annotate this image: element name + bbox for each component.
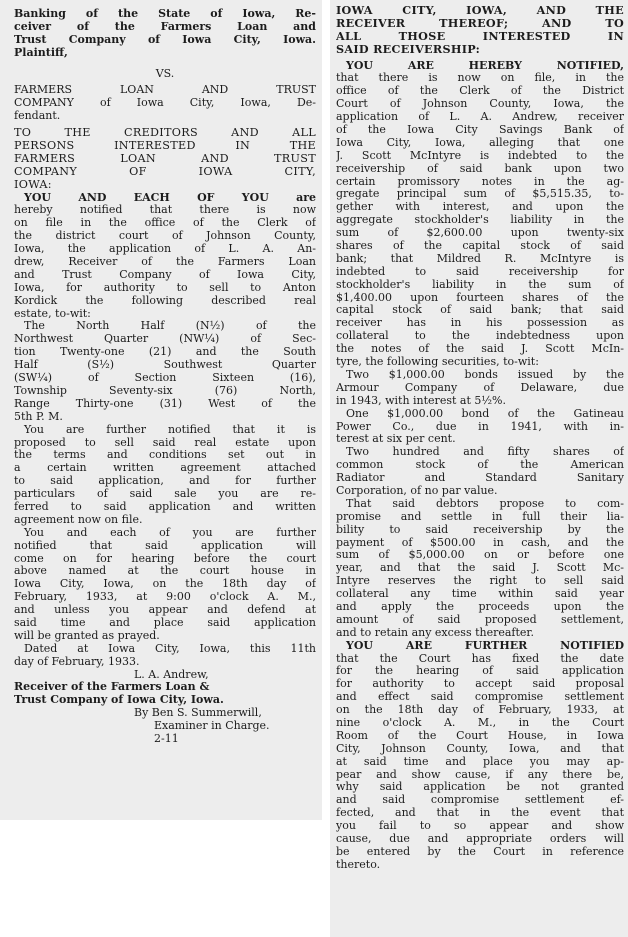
signature-line: Receiver of the Farmers Loan & — [14, 681, 210, 694]
body-line: (SW¼) of Section Sixteen (16), — [14, 372, 316, 385]
address-line: PERSONS INTERESTED IN THE — [14, 140, 316, 153]
address-line: COMPANY OF IOWA CITY, — [14, 165, 316, 178]
defendant-line: fendant. — [14, 110, 61, 123]
body-line: receiver has in his possession as — [336, 317, 624, 330]
body-line: certain promissory notes in the ag- — [336, 175, 624, 188]
body-line: cause, due and appropriate orders will — [336, 833, 624, 845]
body-line: One $1,000.00 bond of the Gatineau — [346, 407, 624, 420]
caption-line: ceiver of the Farmers Loan and — [14, 20, 316, 33]
defendant-line: COMPANY of Iowa City, Iowa, De- — [14, 97, 316, 110]
defendant-line: FARMERS LOAN AND TRUST — [14, 84, 316, 97]
caption-line: Trust Company of Iowa City, Iowa. — [14, 33, 316, 46]
body-line: amount of said proposed settlement, — [336, 613, 624, 626]
signature-line: L. A. Andrew, — [134, 668, 209, 681]
body-line: gether with interest, and upon the — [336, 201, 624, 214]
body-line: YOU AND EACH OF YOU are — [24, 191, 316, 204]
body-line: bility to said receivership by the — [336, 523, 624, 536]
signature-line: Examiner in Charge. — [154, 720, 270, 733]
body-line: Room of the Court House, in Iowa — [336, 729, 624, 742]
left-notice-clipping — [0, 0, 322, 820]
caption-line: Plaintiff, — [14, 46, 68, 59]
body-line: tyre, the following securities, to-wit: — [336, 356, 539, 369]
body-line: sum of $2,600.00 upon twenty-six — [336, 227, 624, 240]
body-line: Iowa, the application of L. A. An- — [14, 243, 316, 256]
address-line: SAID RECEIVERSHIP: — [336, 42, 481, 56]
body-line: gregate principal sum of $5,515.35, to- — [336, 188, 624, 201]
body-line: of the Iowa City Savings Bank of — [336, 124, 624, 137]
body-line: for authority to accept said proposal — [336, 678, 624, 691]
signature-line: Trust Company of Iowa City, Iowa. — [14, 694, 224, 707]
body-line: Two hundred and fifty shares of — [346, 446, 624, 459]
body-line: Two $1,000.00 bonds issued by the — [346, 368, 624, 381]
address-line: IOWA CITY, IOWA, AND THE — [336, 4, 624, 17]
body-line: agreement now on file. — [14, 513, 143, 526]
body-line: YOU ARE FURTHER NOTIFIED — [346, 639, 624, 652]
body-line: common stock of the American — [336, 459, 624, 472]
body-line: estate, to-wit: — [14, 307, 91, 320]
defendant-block — [14, 84, 316, 123]
body-line: You are further notified that it is — [24, 423, 316, 436]
body-line: and unless you appear and defend at — [14, 604, 316, 617]
body-line: on file in the office of the Clerk of — [14, 217, 316, 230]
body-line: a certain written agreement attached — [14, 462, 316, 475]
body-line: and effect said compromise settlement — [336, 691, 624, 704]
body-line: the district court of Johnson County, — [14, 230, 316, 243]
body-line: the notes of the said J. Scott McIn- — [336, 343, 624, 356]
body-line: tion Twenty-one (21) and the South — [14, 346, 316, 359]
body-line: Iowa, for authority to sell to Anton — [14, 281, 316, 294]
body-line: the terms and conditions set out in — [14, 449, 316, 462]
address-line: RECEIVER THEREOF; AND TO — [336, 16, 624, 30]
body-line: that there is now on file, in the — [336, 72, 624, 85]
body-line: receivership of said bank upon two — [336, 162, 624, 175]
body-line: ferred to said application and written — [14, 500, 316, 513]
creditors-address — [14, 127, 316, 191]
body-line: at said time and place you may ap- — [336, 755, 624, 768]
body-line: stockholder's liability in the sum of — [336, 278, 624, 291]
body-line: payment of $500.00 in cash, and the — [336, 536, 624, 549]
body-line: promise and settle in full their lia- — [336, 510, 624, 523]
body-line: day of February, 1933. — [14, 655, 140, 668]
caption-line: Banking of the State of Iowa, Re- — [14, 8, 316, 20]
body-line: collateral to the indebtedness upon — [336, 330, 624, 343]
body-line: that the Court has fixed the date — [336, 652, 624, 665]
body-line: Northwest Quarter (NW¼) of Sec- — [14, 333, 316, 346]
body-line: office of the Clerk of the District — [336, 85, 624, 98]
body-line: 5th P. M. — [14, 410, 63, 423]
receivership-address — [336, 4, 624, 56]
body-line: Radiator and Standard Sanitary — [336, 472, 624, 485]
body-line: application of L. A. Andrew, receiver — [336, 111, 624, 124]
body-line: Corporation, of no par value. — [336, 484, 498, 497]
body-line: nine o'clock A. M., in the Court — [336, 716, 624, 729]
body-line: sum of $5,000.00 on or before one — [336, 549, 624, 562]
body-line: above named at the court house in — [14, 565, 316, 578]
right-notice-clipping — [330, 0, 628, 937]
body-line: Intyre reserves the right to sell said — [336, 575, 624, 588]
versus-label: VS. — [155, 67, 175, 80]
body-line: pear and show cause, if any there be, — [336, 768, 624, 781]
body-line: J. Scott McIntyre is indebted to the — [336, 149, 624, 162]
body-line: Court of Johnson County, Iowa, the — [336, 98, 624, 111]
body-line: $1,400.00 upon fourteen shares of the — [336, 291, 624, 304]
body-line: and Trust Company of Iowa City, — [14, 268, 316, 281]
body-line: shares of the capital stock of said — [336, 240, 624, 253]
body-line: in 1943, with interest at 5½%. — [336, 394, 506, 407]
body-line: proposed to sell said real estate upon — [14, 436, 316, 449]
body-line: bank; that Mildred R. McIntyre is — [336, 252, 624, 265]
body-line: thereto. — [336, 858, 381, 871]
body-line: will be granted as prayed. — [14, 629, 160, 642]
body-line: Power Co., due in 1941, with in- — [336, 420, 624, 433]
body-line: terest at six per cent. — [336, 433, 456, 446]
body-line: Dated at Iowa City, Iowa, this 11th — [24, 642, 316, 655]
body-line: year, and that the said J. Scott Mc- — [336, 562, 624, 575]
address-line: TO THE CREDITORS AND ALL — [14, 127, 316, 140]
body-line: for the hearing of said application — [336, 665, 624, 678]
notice-body — [14, 192, 316, 669]
body-line: notified that said application will — [14, 539, 316, 552]
body-line: That said debtors propose to com- — [346, 497, 624, 510]
case-caption — [14, 8, 316, 60]
signature-line: By Ben S. Summerwill, — [134, 707, 262, 720]
body-line: why said application be not granted — [336, 781, 624, 794]
body-line: The North Half (N½) of the — [24, 320, 316, 333]
body-line: come on for hearing before the court — [14, 552, 316, 565]
body-line: Kordick the following described real — [14, 294, 316, 307]
body-line: drew, Receiver of the Farmers Loan — [14, 256, 316, 269]
signature-line: 2-11 — [154, 732, 179, 745]
body-line: to said application, and for further — [14, 475, 316, 488]
body-line: aggregate stockholder's liability in the — [336, 214, 624, 227]
body-line: and to retain any excess thereafter. — [336, 626, 534, 639]
body-line: said time and place said application — [14, 616, 316, 629]
body-line: particulars of said sale you are re- — [14, 488, 316, 501]
body-line: Iowa City, Iowa, on the 18th day of — [14, 578, 316, 591]
body-line: YOU ARE HEREBY NOTIFIED, — [346, 59, 624, 72]
body-line: hereby notified that there is now — [14, 204, 316, 217]
address-line: FARMERS LOAN AND TRUST — [14, 152, 316, 165]
body-line: be entered by the Court in reference — [336, 845, 624, 858]
body-line: Township Seventy-six (76) North, — [14, 384, 316, 397]
body-line: Range Thirty-one (31) West of the — [14, 397, 316, 410]
body-line: Iowa City, Iowa, alleging that one — [336, 136, 624, 149]
body-line: February, 1933, at 9:00 o'clock A. M., — [14, 591, 316, 604]
body-line: capital stock of said bank; that said — [336, 304, 624, 317]
body-line: and apply the proceeds upon the — [336, 600, 624, 613]
body-line: Half (S½) Southwest Quarter — [14, 359, 316, 372]
body-line: City, Johnson County, Iowa, and that — [336, 742, 624, 755]
body-line: collateral any time within said year — [336, 588, 624, 601]
address-line: IOWA: — [14, 178, 52, 191]
body-line: You and each of you are further — [24, 526, 316, 539]
body-line: you fail to so appear and show — [336, 820, 624, 833]
notice-body — [336, 60, 624, 872]
address-line: ALL THOSE INTERESTED IN — [336, 29, 624, 43]
body-line: on the 18th day of February, 1933, at — [336, 704, 624, 717]
body-line: fected, and that in the event that — [336, 807, 624, 820]
body-line: indebted to said receivership for — [336, 265, 624, 278]
signature-block — [14, 669, 316, 746]
body-line: and said compromise settlement ef- — [336, 794, 624, 807]
body-line: Armour Company of Delaware, due — [336, 381, 624, 394]
